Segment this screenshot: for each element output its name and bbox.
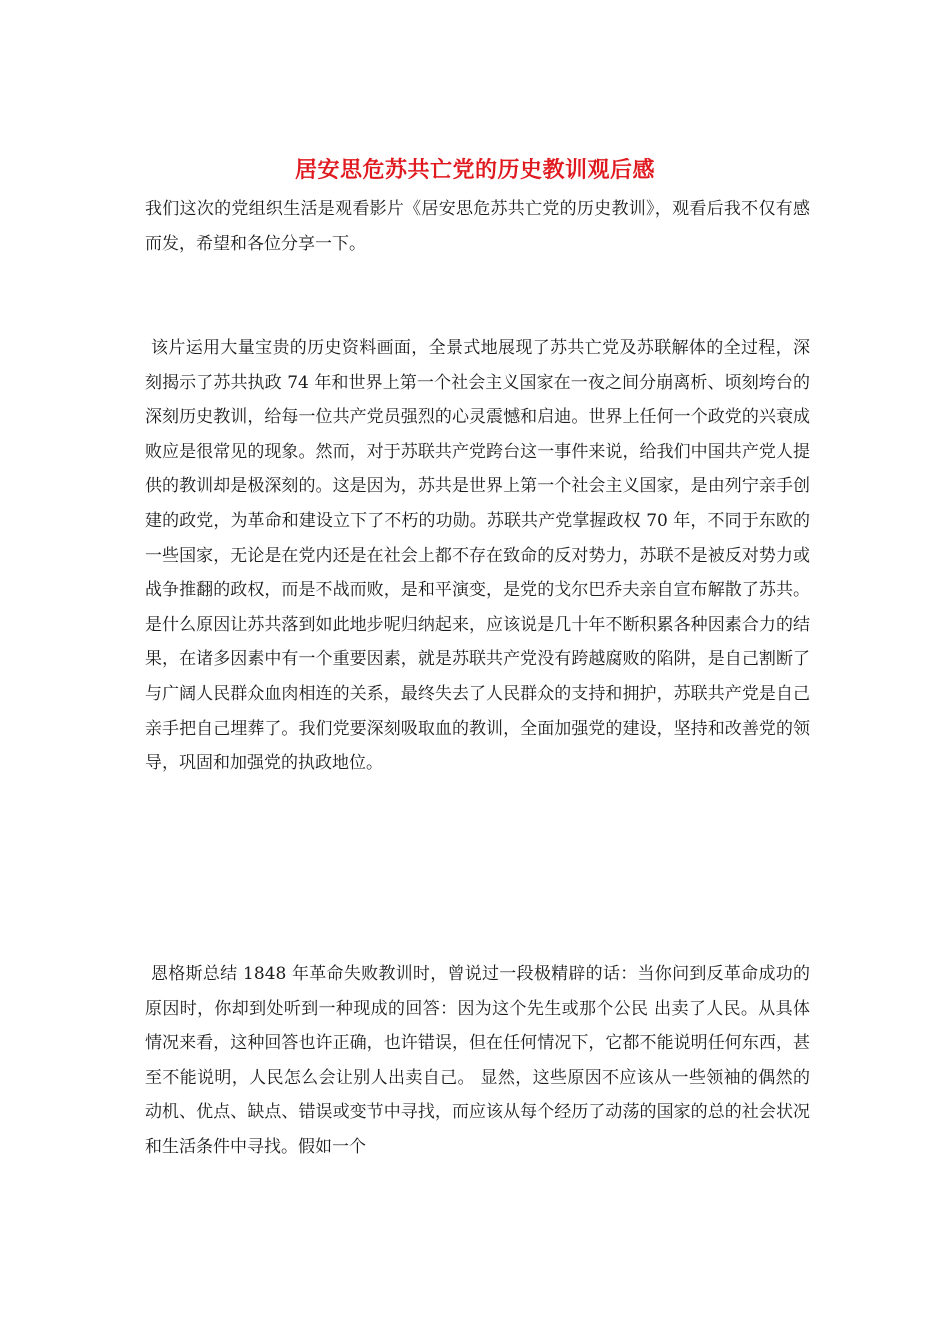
paragraph-engels: 恩格斯总结 1848 年革命失败教训时，曾说过一段极精辟的话：当你问到反革命成功的原因时，你却到处听到一种现成的回答：因为这个先生或那个公民 出卖了人民。从具体情况来看，这种回答也许正确，也许错误，但在任何情况下，它都不能说明任何东西，甚至不能说明，人民怎么会让别人出卖自己。 显然，这些原因不应该从一些领袖的偶然的动机、优点、缺点、错误或变节中寻找，而应该从每个经历了动荡的国家的总的社会状况和生活条件中寻找。假如一个 [145,964,810,1157]
paragraph-body: 该片运用大量宝贵的历史资料画面，全景式地展现了苏共亡党及苏联解体的全过程，深刻揭示了苏共执政 74 年和世界上第一个社会主义国家在一夜之间分崩离析、顷刻垮台的深刻历史教训，给每一位共产党员强烈的心灵震憾和启迪。世界上任何一个政党的兴衰成败应是很常见的现象。然而，对于苏联共产党跨台这一事件来说，给我们中国共产党人提供的教训却是极深刻的。这是因为，苏共是世界上第一个社会主义国家，是由列宁亲手创建的政党，为革命和建设立下了不朽的功勋。苏联共产党掌握政权 70 年，不同于东欧的一些国家，无论是在党内还是在社会上都不存在致命的反对势力，苏联不是被反对势力或战争推翻的政权，而是不战而败，是和平演变，是党的戈尔巴乔夫亲自宣布解散了苏共。是什么原因让苏共落到如此地步呢归纳起来，应该说是几十年不断积累各种因素合力的结果，在诸多因素中有一个重要因素，就是苏联共产党没有跨越腐败的陷阱，是自己割断了与广阔人民群众血肉相连的关系，最终失去了人民群众的支持和拥护，苏联共产党是自己亲手把自己埋葬了。我们党要深刻吸取血的教训，全面加强党的建设，坚持和改善党的领导，巩固和加强党的执政地位。 [145,338,810,774]
paragraph-intro: 我们这次的党组织生活是观看影片《居安思危苏共亡党的历史教训》，观看后我不仅有感而发，希望和各位分享一下。 [145,199,810,254]
document-title: 居安思危苏共亡党的历史教训观后感 [294,157,655,183]
